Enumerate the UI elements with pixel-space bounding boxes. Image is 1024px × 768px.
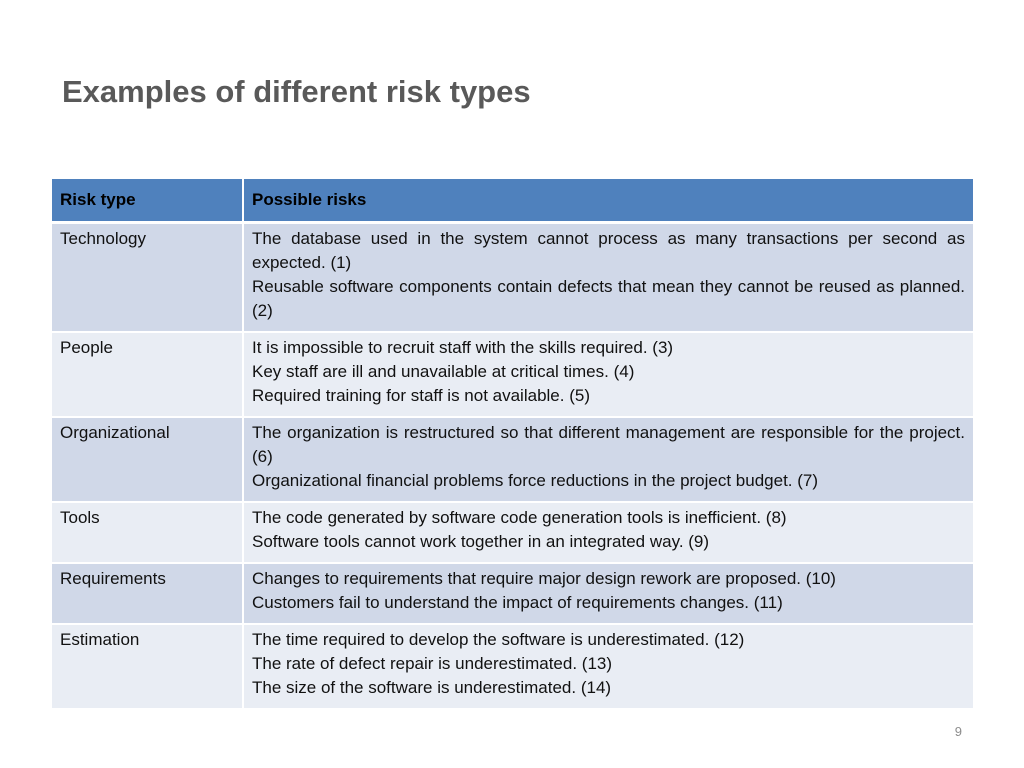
risk-item: Organizational financial problems force reductions in the project budget. (7): [252, 471, 819, 490]
possible-risks-cell: [243, 417, 973, 502]
risk-item: The rate of defect repair is underestimated. (13): [252, 654, 613, 673]
risk-item: Customers fail to understand the impact of requirements changes. (11): [252, 593, 783, 612]
possible-risks-cell: [243, 223, 973, 333]
column-header-possible-risks: Possible risks: [243, 179, 973, 223]
risk-item: Key staff are ill and unavailable at critical times. (4): [252, 362, 635, 381]
table-row-people: [52, 332, 973, 417]
risk-table: [52, 179, 973, 710]
table-row-organizational: [52, 417, 973, 502]
risk-type-cell: Tools: [52, 502, 243, 563]
risk-item: Reusable software components contain defects that mean they cannot be reused as planned. (2): [252, 277, 965, 320]
risk-item: Changes to requirements that require major design rework are proposed. (10): [252, 569, 836, 588]
table-row-estimation: [52, 624, 973, 709]
risk-type-cell: Estimation: [52, 624, 243, 709]
risk-item: The database used in the system cannot process as many transactions per second as expected. (1): [252, 229, 965, 272]
risk-type-cell: Organizational: [52, 417, 243, 502]
risk-item: It is impossible to recruit staff with the skills required. (3): [252, 338, 674, 357]
risk-item: The time required to develop the software is underestimated. (12): [252, 630, 745, 649]
risk-item: The organization is restructured so that different management are responsible for the project. (6): [252, 423, 965, 466]
slide-title: Examples of different risk types: [62, 74, 531, 109]
risk-item: Required training for staff is not available. (5): [252, 386, 590, 405]
possible-risks-cell: [243, 563, 973, 624]
risk-type-cell: Requirements: [52, 563, 243, 624]
possible-risks-cell: [243, 332, 973, 417]
risk-item: The code generated by software code generation tools is inefficient. (8): [252, 508, 787, 527]
possible-risks-cell: [243, 502, 973, 563]
risk-type-cell: People: [52, 332, 243, 417]
table-header-row: [52, 179, 973, 223]
table-row-tools: [52, 502, 973, 563]
risk-type-cell: Technology: [52, 223, 243, 333]
possible-risks-cell: [243, 624, 973, 709]
risk-item: The size of the software is underestimated. (14): [252, 678, 612, 697]
table-row-technology: [52, 223, 973, 333]
risk-item: Software tools cannot work together in an integrated way. (9): [252, 532, 710, 551]
column-header-risk-type: Risk type: [52, 179, 243, 223]
page-number: 9: [954, 724, 962, 739]
table-row-requirements: [52, 563, 973, 624]
